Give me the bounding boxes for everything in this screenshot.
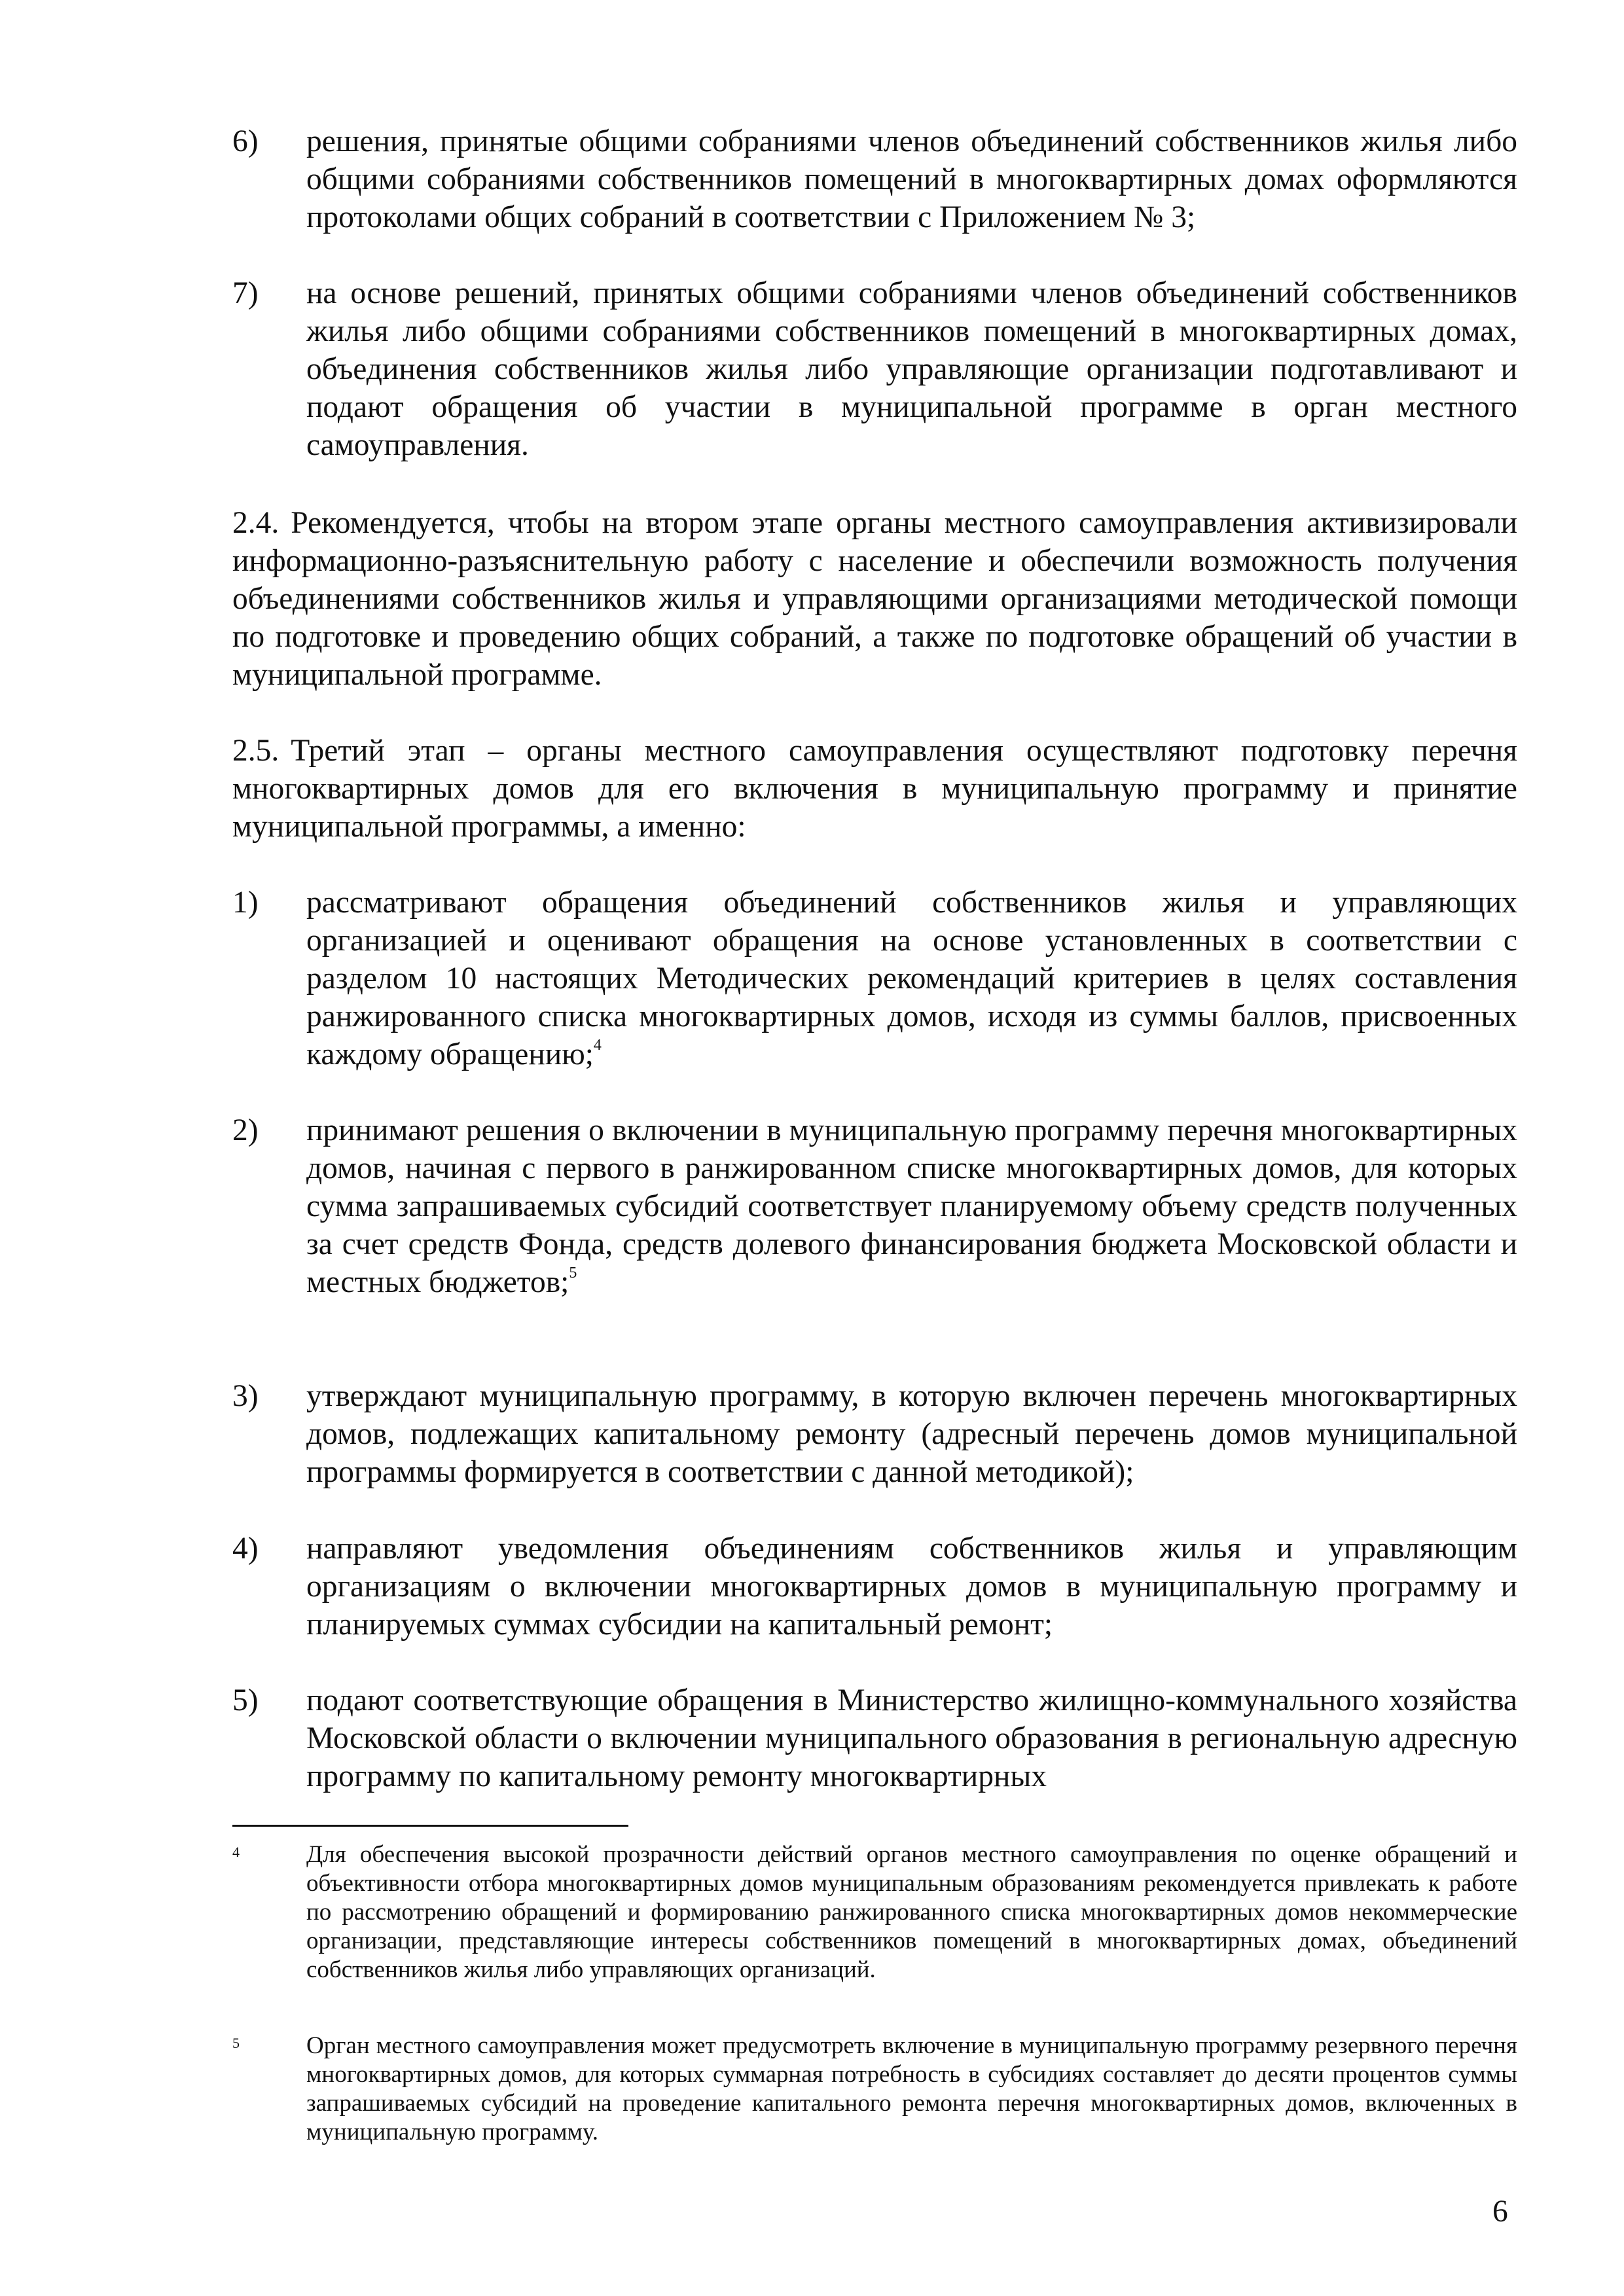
section-number: 2.4. [232,506,280,540]
footnote-text: Для обеспечения высокой прозрачности действий органов местного самоуправления по оценке обращений и объективности отбора многоквартирных домов муниципальным образованиям рекомендуется привлекать к работе по рассмотрению обращений и формированию ранжированного списка многоквартирных домов некоммерческие организации, представляющие интересы собственников помещений в многоквартирных домах, объединений собственников жилья либо управляющих организаций. [306,1841,1517,1983]
list-item-number: 3) [232,1379,259,1413]
list-item-number: 4) [232,1532,259,1566]
footnote-text: Орган местного самоуправления может предусмотреть включение в муниципальную программу резервного перечня многоквартирных домов, для которых суммарная потребность в субсидиях составляет до десяти процентов суммы запрашиваемых субсидий на проведение капитального ремонта перечня многоквартирных домов, включенных в муниципальную программу. [306,2032,1517,2145]
page-number: 6 [1492,2195,1508,2229]
section-number: 2.5. [232,734,280,768]
list-item-text: на основе решений, принятых общими собраниями членов объединений собственников жилья либо общими собраниями собственников помещений в многоквартирных домах, объединения собственников жилья либо управляющие организации подготавливают и подают обращения об участии в муниципальной программе в орган местного самоуправления. [306,276,1517,462]
section-text: Рекомендуется, чтобы на втором этапе органы местного самоуправления активизировали информационно-разъяснительную работу с население и обеспечили возможность получения объединениями собственников жилья и управляющими организациями методической помощи по подготовке и проведению общих собраний, а также по подготовке обращений об участии в муниципальной программе. [232,506,1517,692]
section-text: Третий этап – органы местного самоуправления осуществляют подготовку перечня многоквартирных домов для его включения в муниципальную программу и принятие муниципальной программы, а именно: [232,734,1517,844]
footnote-ref-4[interactable]: 4 [593,1037,602,1054]
list-item-text: направляют уведомления объединениям собственников жилья и управляющим организациям о включении многоквартирных домов в муниципальную программу и планируемых суммах субсидии на капитальный ремонт; [306,1532,1517,1641]
list-item-number: 7) [232,276,259,310]
list-item-number: 1) [232,886,259,920]
footnote-number: 4 [232,1844,240,1860]
footnote-ref-5[interactable]: 5 [569,1265,577,1282]
list-item-text: принимают решения о включении в муниципальную программу перечня многоквартирных домов, начиная с первого в ранжированном списке многоквартирных домов, для которых сумма запрашиваемых субсидий соответствует планируемому объему средств полученных за счет средств Фонда, средств долевого финансирования бюджета Московской области и местных бюджетов;$^5$ [306,1113,1517,1299]
list-item-text: рассматривают обращения объединений собственников жилья и управляющих организацией и оценивают обращения на основе установленных в соответствии с разделом 10 настоящих Методических рекомендаций критериев в целях составления ранжированного списка многоквартирных домов, исходя из суммы баллов, присвоенных каждому обращению;$^4$ [306,886,1517,1071]
list-item-number: 6) [232,124,259,158]
section-2-4-paragraph [232,504,1517,694]
section-2-5-paragraph [232,732,1517,846]
list-item-text: решения, принятые общими собраниями членов объединений собственников жилья либо общими собраниями собственников помещений в многоквартирных домах оформляются протоколами общих собраний в соответствии с Приложением № 3; [306,124,1517,234]
list-item-number: 2) [232,1113,259,1147]
list-item-text: подают соответствующие обращения в Министерство жилищно-коммунального хозяйства Московской области о включении муниципального образования в региональную адресную программу по капитальному ремонту многоквартирных [306,1683,1517,1793]
list-item-text: утверждают муниципальную программу, в которую включен перечень многоквартирных домов, подлежащих капитальному ремонту (адресный перечень домов муниципальной программы формируется в соответствии с данной методикой); [306,1379,1517,1489]
list-item-number: 5) [232,1683,259,1717]
footnote-number: 5 [232,2035,240,2051]
footnote-separator [232,1825,628,1827]
